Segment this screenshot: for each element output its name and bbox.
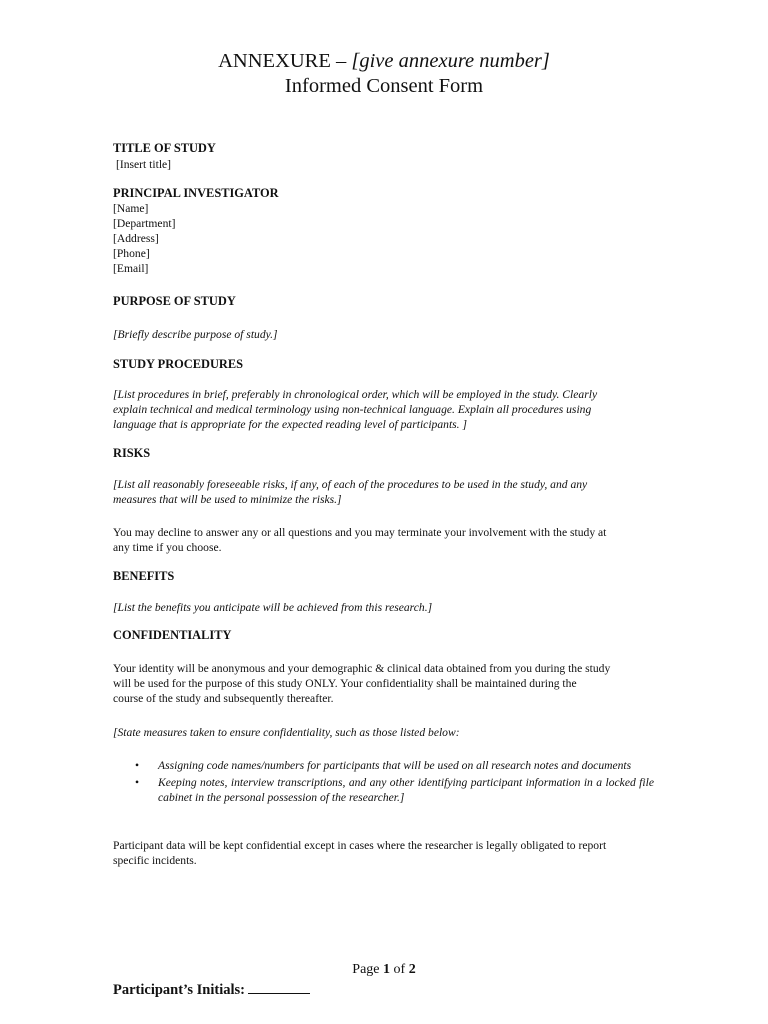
- data-confidentiality-exception: Participant data will be kept confidential except in cases where the researcher is legally obligated to report specific incidents.: [113, 839, 607, 867]
- bullet-icon: •: [135, 776, 140, 789]
- procedures-heading: STUDY PROCEDURES: [113, 357, 244, 371]
- risks-text: [List all reasonably foreseeable risks, if any, of each of the procedures to be used in the study, and any measures that will be used to minimize the risks.]: [113, 478, 588, 506]
- page-number: Page 1 of 2: [352, 962, 416, 977]
- confidentiality-heading: CONFIDENTIALITY: [113, 628, 232, 642]
- investigator-email: [Email]: [113, 262, 149, 275]
- confidentiality-text: Your identity will be anonymous and your demographic & clinical data obtained from you during the study will be used for the purpose of this study ONLY. Your confidentiality shall be maintained during the course of the study and subsequently thereafter.: [113, 662, 611, 705]
- investigator-address: [Address]: [113, 232, 159, 245]
- principal-investigator-heading: PRINCIPAL INVESTIGATOR: [113, 186, 279, 200]
- annexure-number-placeholder: [give annexure number]: [351, 50, 550, 72]
- confidentiality-measures-intro: [State measures taken to ensure confidentiality, such as those listed below:: [113, 726, 460, 739]
- list-item: • Keeping notes, interview transcriptions, and any other identifying participant information in a locked file cabinet in the personal possession of the researcher.]: [135, 776, 654, 804]
- bullet-icon: •: [135, 759, 140, 772]
- participant-initials: Participant’s Initials:: [113, 980, 310, 999]
- investigator-fields: [113, 201, 175, 276]
- benefits-heading: BENEFITS: [113, 569, 175, 583]
- title-of-study-value: [Insert title]: [116, 158, 172, 171]
- initials-blank-line: [248, 980, 310, 994]
- confidentiality-measures-list: [113, 758, 654, 807]
- benefits-text: [List the benefits you anticipate will be achieved from this research.]: [113, 601, 433, 614]
- purpose-heading: PURPOSE OF STUDY: [113, 294, 236, 308]
- procedures-text: [List procedures in brief, preferably in chronological order, which will be employed in the study. Clearly explain technical and medical terminology using non-technical language. Explain all procedures using language that is appropriate for the expected reading level of participants. ]: [113, 388, 598, 431]
- title-of-study-heading: TITLE OF STUDY: [113, 141, 216, 155]
- investigator-department: [Department]: [113, 217, 176, 230]
- annexure-title: ANNEXURE – [give annexure number]: [218, 50, 550, 72]
- investigator-phone: [Phone]: [113, 247, 150, 260]
- investigator-name: [Name]: [113, 202, 149, 215]
- risks-heading: RISKS: [113, 446, 151, 460]
- decline-notice: You may decline to answer any or all questions and you may terminate your involvement with the study at any time if you choose.: [113, 526, 607, 554]
- form-title: Informed Consent Form: [284, 75, 484, 97]
- list-item: • Assigning code names/numbers for participants that will be used on all research notes and documents: [135, 759, 632, 772]
- purpose-text: [Briefly describe purpose of study.]: [113, 328, 278, 341]
